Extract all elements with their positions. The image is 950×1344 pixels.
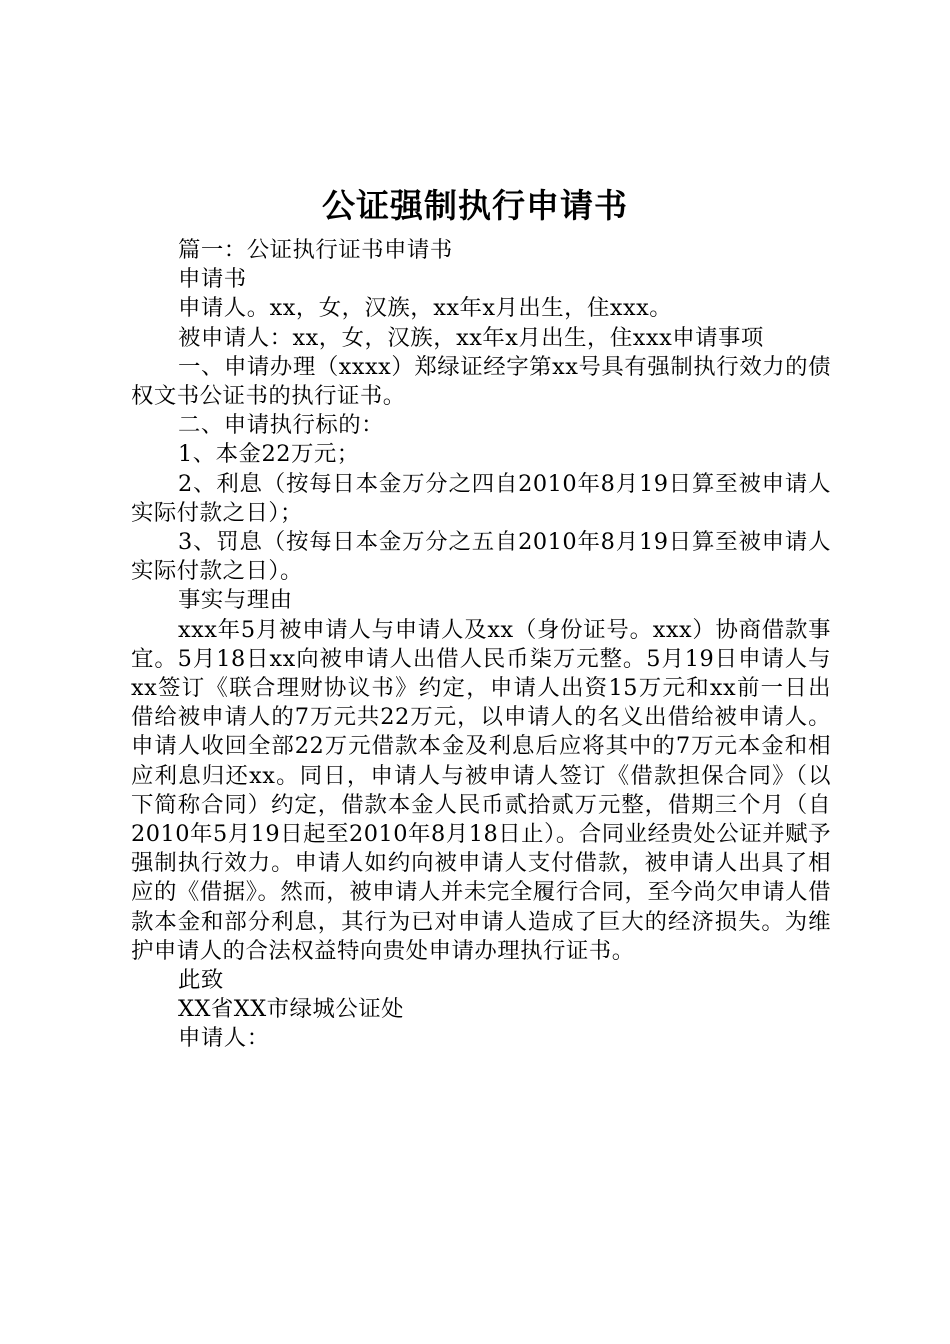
claim-principal: 1、本金22万元； <box>178 441 360 468</box>
applicant-info: 申请人。xx，女，汉族，xx年x月出生，住xxx。 <box>178 295 673 322</box>
closing-salutation: 此致 <box>178 967 224 994</box>
document-title: 公证强制执行申请书 <box>322 186 628 225</box>
request-item-2: 二、申请执行标的： <box>178 412 385 439</box>
respondent-info: 被申请人：xx，女，汉族，xx年x月出生，住xxx申请事项 <box>178 324 764 351</box>
doc-heading: 申请书 <box>178 266 247 293</box>
document-body <box>131 236 831 1054</box>
section-heading: 篇一：公证执行证书申请书 <box>178 237 453 263</box>
facts-paragraph: xxx年5月被申请人与申请人及xx（身份证号。xxx）协商借款事宜。5月18日xx向被申请人出借人民币柒万元整。5月19日申请人与xx签订《联合理财协议书》约定，申请人出资15万元和xx前一日出借给被申请人的7万元共22万元，以申请人的名义出借给被申请人。申请人收回全部22万元借款本金及利息后应将其中的7万元本金和相应利息归还xx。同日，申请人与被申请人签订《借款担保合同》（以下简称合同）约定，借款本金人民币贰拾贰万元整，借期三个月（自2010年5月19日起至2010年8月18日止）。合同业经贵处公证并赋予强制执行效力。申请人如约向被申请人支付借款，被申请人出具了相应的《借据》。然而，被申请人并未完全履行合同，至今尚欠申请人借款本金和部分利息，其行为已对申请人造成了巨大的经济损失。为维护申请人的合法权益特向贵处申请办理执行证书。 <box>131 616 831 964</box>
claim-penalty: 3、罚息（按每日本金万分之五自2010年8月19日算至被申请人实际付款之日）。 <box>131 529 831 585</box>
claim-interest: 2、利息（按每日本金万分之四自2010年8月19日算至被申请人实际付款之日）； <box>131 470 831 526</box>
recipient: XX省XX市绿城公证处 <box>178 996 405 1023</box>
signature-line: 申请人： <box>178 1025 270 1052</box>
request-item-1: 一、申请办理（xxxx）郑绿证经字第xx号具有强制执行效力的债权文书公证书的执行证书。 <box>131 353 831 410</box>
facts-heading: 事实与理由 <box>178 587 293 614</box>
